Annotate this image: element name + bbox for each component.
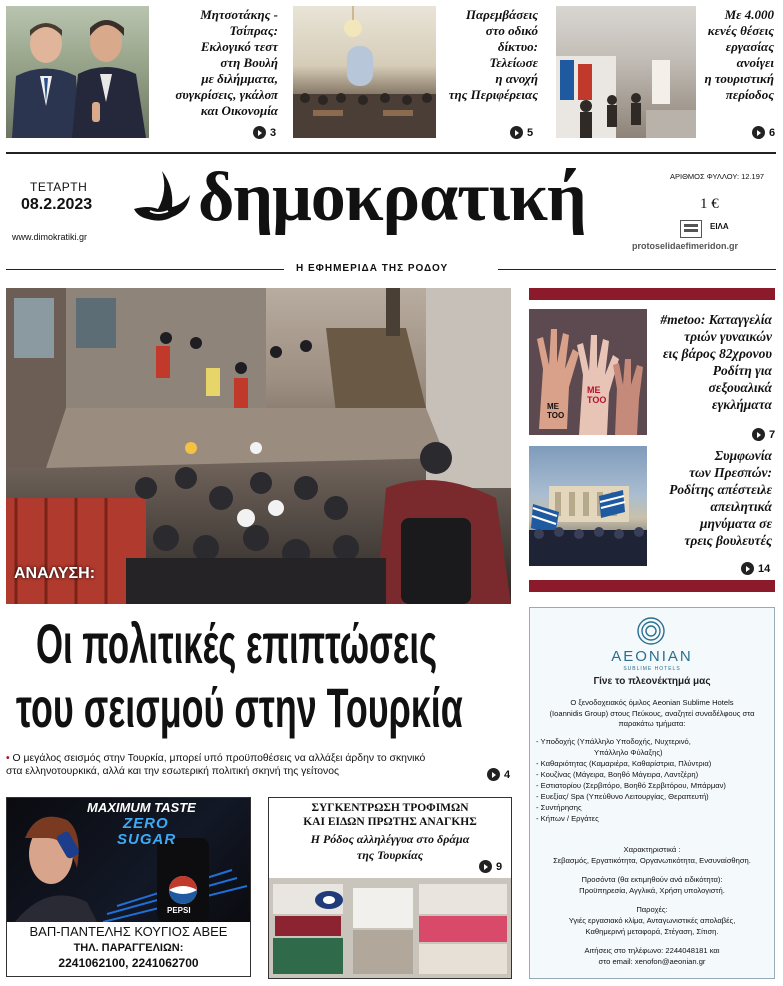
pepsi-orders-label: ΤΗΛ. ΠΑΡΑΓΓΕΛΙΩΝ: bbox=[73, 942, 184, 954]
headline-line: σεξουαλικά bbox=[708, 380, 772, 395]
masthead-price: 1 € bbox=[700, 196, 719, 212]
aeonian-cta: Γίνε το πλεονέκτημά μας bbox=[593, 676, 711, 687]
svg-text:TOO: TOO bbox=[587, 395, 607, 405]
svg-text:ME: ME bbox=[587, 385, 601, 395]
headline-line: συγκρίσεις, γκάλοπ bbox=[175, 87, 278, 102]
aeonian-details: Χαρακτηριστικά : Σεβασμός, Εργατικότητα, Οργανωτικότητα, Ενσυναίσθηση. Προσόντα (θα εκτιμηθούν ανά ειδικότητα): Προϋπηρεσία, Αγγλικά, Χρήση υπολογιστή. Παροχές: Υγιές εργασιακό κλίμα, Ανταγωνιστικές απολαβές, Καθημερινή μεταφορά, Στέγαση, Σίτιση. Αιτήσεις στο τηλέφωνο: 2244048181 και στο email: xenofon@aeonian.gr bbox=[553, 845, 751, 966]
side-story-1-headline[interactable] bbox=[640, 311, 772, 413]
divider bbox=[6, 152, 776, 154]
eiea-logo bbox=[710, 222, 729, 231]
svg-text:TOO: TOO bbox=[547, 411, 565, 420]
politicians-photo bbox=[6, 6, 149, 138]
pepsi-company: ΒΑΠ-ΠΑΝΤΕΛΗΣ ΚΟΥΓΙΟΣ ΑΒΕΕ bbox=[29, 924, 228, 939]
arrow-icon bbox=[752, 428, 765, 441]
headline-line: των Πρεσπών: bbox=[689, 465, 772, 480]
headline-line: τρεις βουλευτές bbox=[684, 533, 772, 548]
job-fair-photo bbox=[556, 6, 696, 138]
pepsi-ad[interactable] bbox=[6, 797, 251, 977]
aeonian-brand-sub: SUBLIME HOTELS bbox=[623, 666, 681, 672]
earthquake-rescue-photo bbox=[6, 288, 511, 604]
headline-line: #metoo: Καταγγελία bbox=[660, 312, 772, 327]
masthead-tagline: Η ΕΦΗΜΕΡΙΔΑ ΤΗΣ ΡΟΔΟΥ bbox=[296, 263, 449, 274]
arrow-icon bbox=[253, 126, 266, 139]
main-summary-line-2: στα ελληνοτουρκικά, αλλά και την εσωτερική πολιτική σκηνή της γείτονος bbox=[6, 766, 340, 777]
headline-line: Με 4.000 bbox=[724, 7, 774, 22]
headline-line: εις βάρος 82χρονου bbox=[663, 346, 772, 361]
headline-line: δίκτυο: bbox=[497, 39, 538, 54]
svg-text:ME: ME bbox=[547, 402, 559, 411]
headline-line: Μητσοτάκης - Τσίπρας: bbox=[200, 7, 278, 38]
food-drive-subtitle-1: Η Ρόδος αλληλέγγυα στο δράμα bbox=[310, 832, 470, 846]
headline-line: στη Βουλή bbox=[220, 55, 278, 70]
top-story-3-page-ref[interactable]: 6 bbox=[752, 126, 775, 139]
pepsi-slogan-3: SUGAR bbox=[117, 831, 177, 848]
headline-line: Ροδίτη για bbox=[712, 363, 772, 378]
top-story-3-headline[interactable] bbox=[692, 7, 774, 103]
eiee-logo-icon bbox=[680, 220, 702, 238]
metoo-photo bbox=[529, 309, 647, 435]
headline-line: Συμφωνία bbox=[714, 448, 772, 463]
department-item: - Υποδοχής (Υπάλληλο Υποδοχής, Νυχτερινό, bbox=[536, 737, 691, 746]
arrow-icon bbox=[479, 860, 492, 873]
dove-logo-icon bbox=[128, 165, 194, 231]
masthead-credit[interactable]: protoselidaefimeridon.gr bbox=[632, 241, 739, 251]
department-item: - Ευεξίας/ Spa (Υπεύθυνο Λειτουργίας, Θεραπευτή) bbox=[536, 792, 709, 801]
main-story-page-ref[interactable]: 4 bbox=[487, 768, 510, 781]
department-item: - Κουζίνας (Μάγειρα, Βοηθό Μάγειρα, Λαντζέρη) bbox=[536, 770, 699, 779]
aeonian-brand: AEONIAN bbox=[611, 648, 693, 665]
food-drive-box[interactable] bbox=[268, 797, 512, 979]
food-drive-photo bbox=[269, 878, 511, 978]
aeonian-logo-icon bbox=[636, 616, 666, 646]
top-story-2-headline[interactable] bbox=[440, 7, 538, 103]
food-drive-title-2: ΚΑΙ ΕΙΔΩΝ ΠΡΩΤΗΣ ΑΝΑΓΚΗΣ bbox=[303, 816, 477, 828]
masthead-website[interactable]: www.dimokratiki.gr bbox=[12, 232, 88, 242]
headline-line: ανοίγει bbox=[736, 55, 774, 70]
headline-line: περίοδος bbox=[725, 87, 774, 102]
arrow-icon bbox=[487, 768, 500, 781]
headline-line: η ανοχή bbox=[495, 71, 538, 86]
main-summary-line-1: • Ο μεγάλος σεισμός στην Τουρκία, μπορεί υπό προϋποθέσεις να αλλάξει άρδην το σκηνικό bbox=[6, 753, 426, 764]
masthead-title: δημοκρατική bbox=[198, 159, 586, 236]
main-headline[interactable] bbox=[0, 606, 515, 744]
top-story-1-headline[interactable] bbox=[152, 7, 278, 119]
headline-line: απειλητικά bbox=[710, 499, 772, 514]
headline-line: μηνύματα σε bbox=[700, 516, 772, 531]
masthead-issue: ΑΡΙΘΜΟΣ ΦΥΛΛΟΥ: 12.197 bbox=[670, 172, 765, 181]
headline-line: Ροδίτης απέστειλε bbox=[669, 482, 772, 497]
side-story-1-page-ref[interactable]: 7 bbox=[752, 428, 775, 441]
eiea-logo-text: ΕΙΛΑ bbox=[710, 222, 729, 231]
headline-line: στο οδικό bbox=[485, 23, 538, 38]
department-item: - Συντήρησης bbox=[536, 803, 582, 812]
aeonian-ad[interactable] bbox=[529, 607, 775, 979]
department-item: Υπάλληλο Φύλαξης) bbox=[594, 748, 663, 757]
food-drive-page-ref[interactable]: 9 bbox=[479, 860, 502, 873]
department-item: - Καθαριότητας (Καμαριέρα, Καθαρίστρια, Πλύντρια) bbox=[536, 759, 712, 768]
main-headline-line-1: Οι πολιτικές επιπτώσεις bbox=[36, 612, 438, 675]
sidebar-bottom-bar bbox=[529, 580, 775, 592]
masthead-date: 08.2.2023 bbox=[21, 196, 93, 213]
headline-line: η τουριστική bbox=[704, 71, 774, 86]
prespa-protest-photo bbox=[529, 446, 647, 566]
department-item: - Εστιατορίου (Σερβιτόρο, Βοηθό Σερβιτόρου, Μπάρμαν) bbox=[536, 781, 726, 790]
headline-line: της Περιφέρειας bbox=[448, 87, 538, 102]
arrow-icon bbox=[752, 126, 765, 139]
masthead-day: ΤΕΤΑΡΤΗ bbox=[30, 180, 88, 194]
pepsi-phones[interactable]: 2241062100, 2241062700 bbox=[58, 956, 199, 970]
side-story-2-headline[interactable] bbox=[640, 447, 772, 549]
headline-line: κενές θέσεις bbox=[707, 23, 774, 38]
top-story-1-page-ref[interactable]: 3 bbox=[253, 126, 276, 139]
headline-line: τριών γυναικών bbox=[684, 329, 772, 344]
headline-line: εγκλήματα bbox=[712, 397, 772, 412]
department-item: - Κήπων / Εργάτες bbox=[536, 814, 599, 823]
headline-line: Εκλογικό τεστ bbox=[200, 39, 278, 54]
pepsi-slogan-2: ZERO bbox=[123, 815, 169, 832]
tagline-rule-right bbox=[498, 269, 776, 270]
sidebar-top-bar bbox=[529, 288, 775, 300]
arrow-icon bbox=[741, 562, 754, 575]
aeonian-intro: Ο ξενοδοχειακός όμιλος Aeonian Sublime Hotels (Ioannidis Group) στους Πεύκους, αναζητεί συναδέλφους στα παρακάτω τμήματα: bbox=[549, 698, 755, 728]
headline-line: και Οικονομία bbox=[200, 103, 278, 118]
pepsi-can-brand: PEPSI bbox=[167, 906, 191, 915]
headline-line: Παρεμβάσεις bbox=[465, 7, 538, 22]
headline-line: Τελείωσε bbox=[489, 55, 538, 70]
tagline-rule-left bbox=[6, 269, 284, 270]
main-summary bbox=[6, 752, 516, 778]
aeonian-departments bbox=[536, 736, 772, 824]
side-story-2-page-ref[interactable]: 14 bbox=[741, 562, 770, 575]
food-drive-title-1: ΣΥΓΚΕΝΤΡΩΣΗ ΤΡΟΦΙΜΩΝ bbox=[311, 802, 469, 814]
analysis-tag: ΑΝΑΛΥΣΗ: bbox=[14, 565, 96, 582]
food-drive-subtitle-2: της Τουρκίας bbox=[356, 848, 424, 862]
main-headline-line-2: του σεισμού στην Τουρκία bbox=[16, 676, 463, 739]
pepsi-slogan-1: MAXIMUM TASTE bbox=[87, 800, 196, 815]
headline-line: με διλήμματα, bbox=[201, 71, 278, 86]
regional-council-photo bbox=[293, 6, 436, 138]
headline-line: εργασίας bbox=[725, 39, 774, 54]
top-story-2-page-ref[interactable]: 5 bbox=[510, 126, 533, 139]
arrow-icon bbox=[510, 126, 523, 139]
